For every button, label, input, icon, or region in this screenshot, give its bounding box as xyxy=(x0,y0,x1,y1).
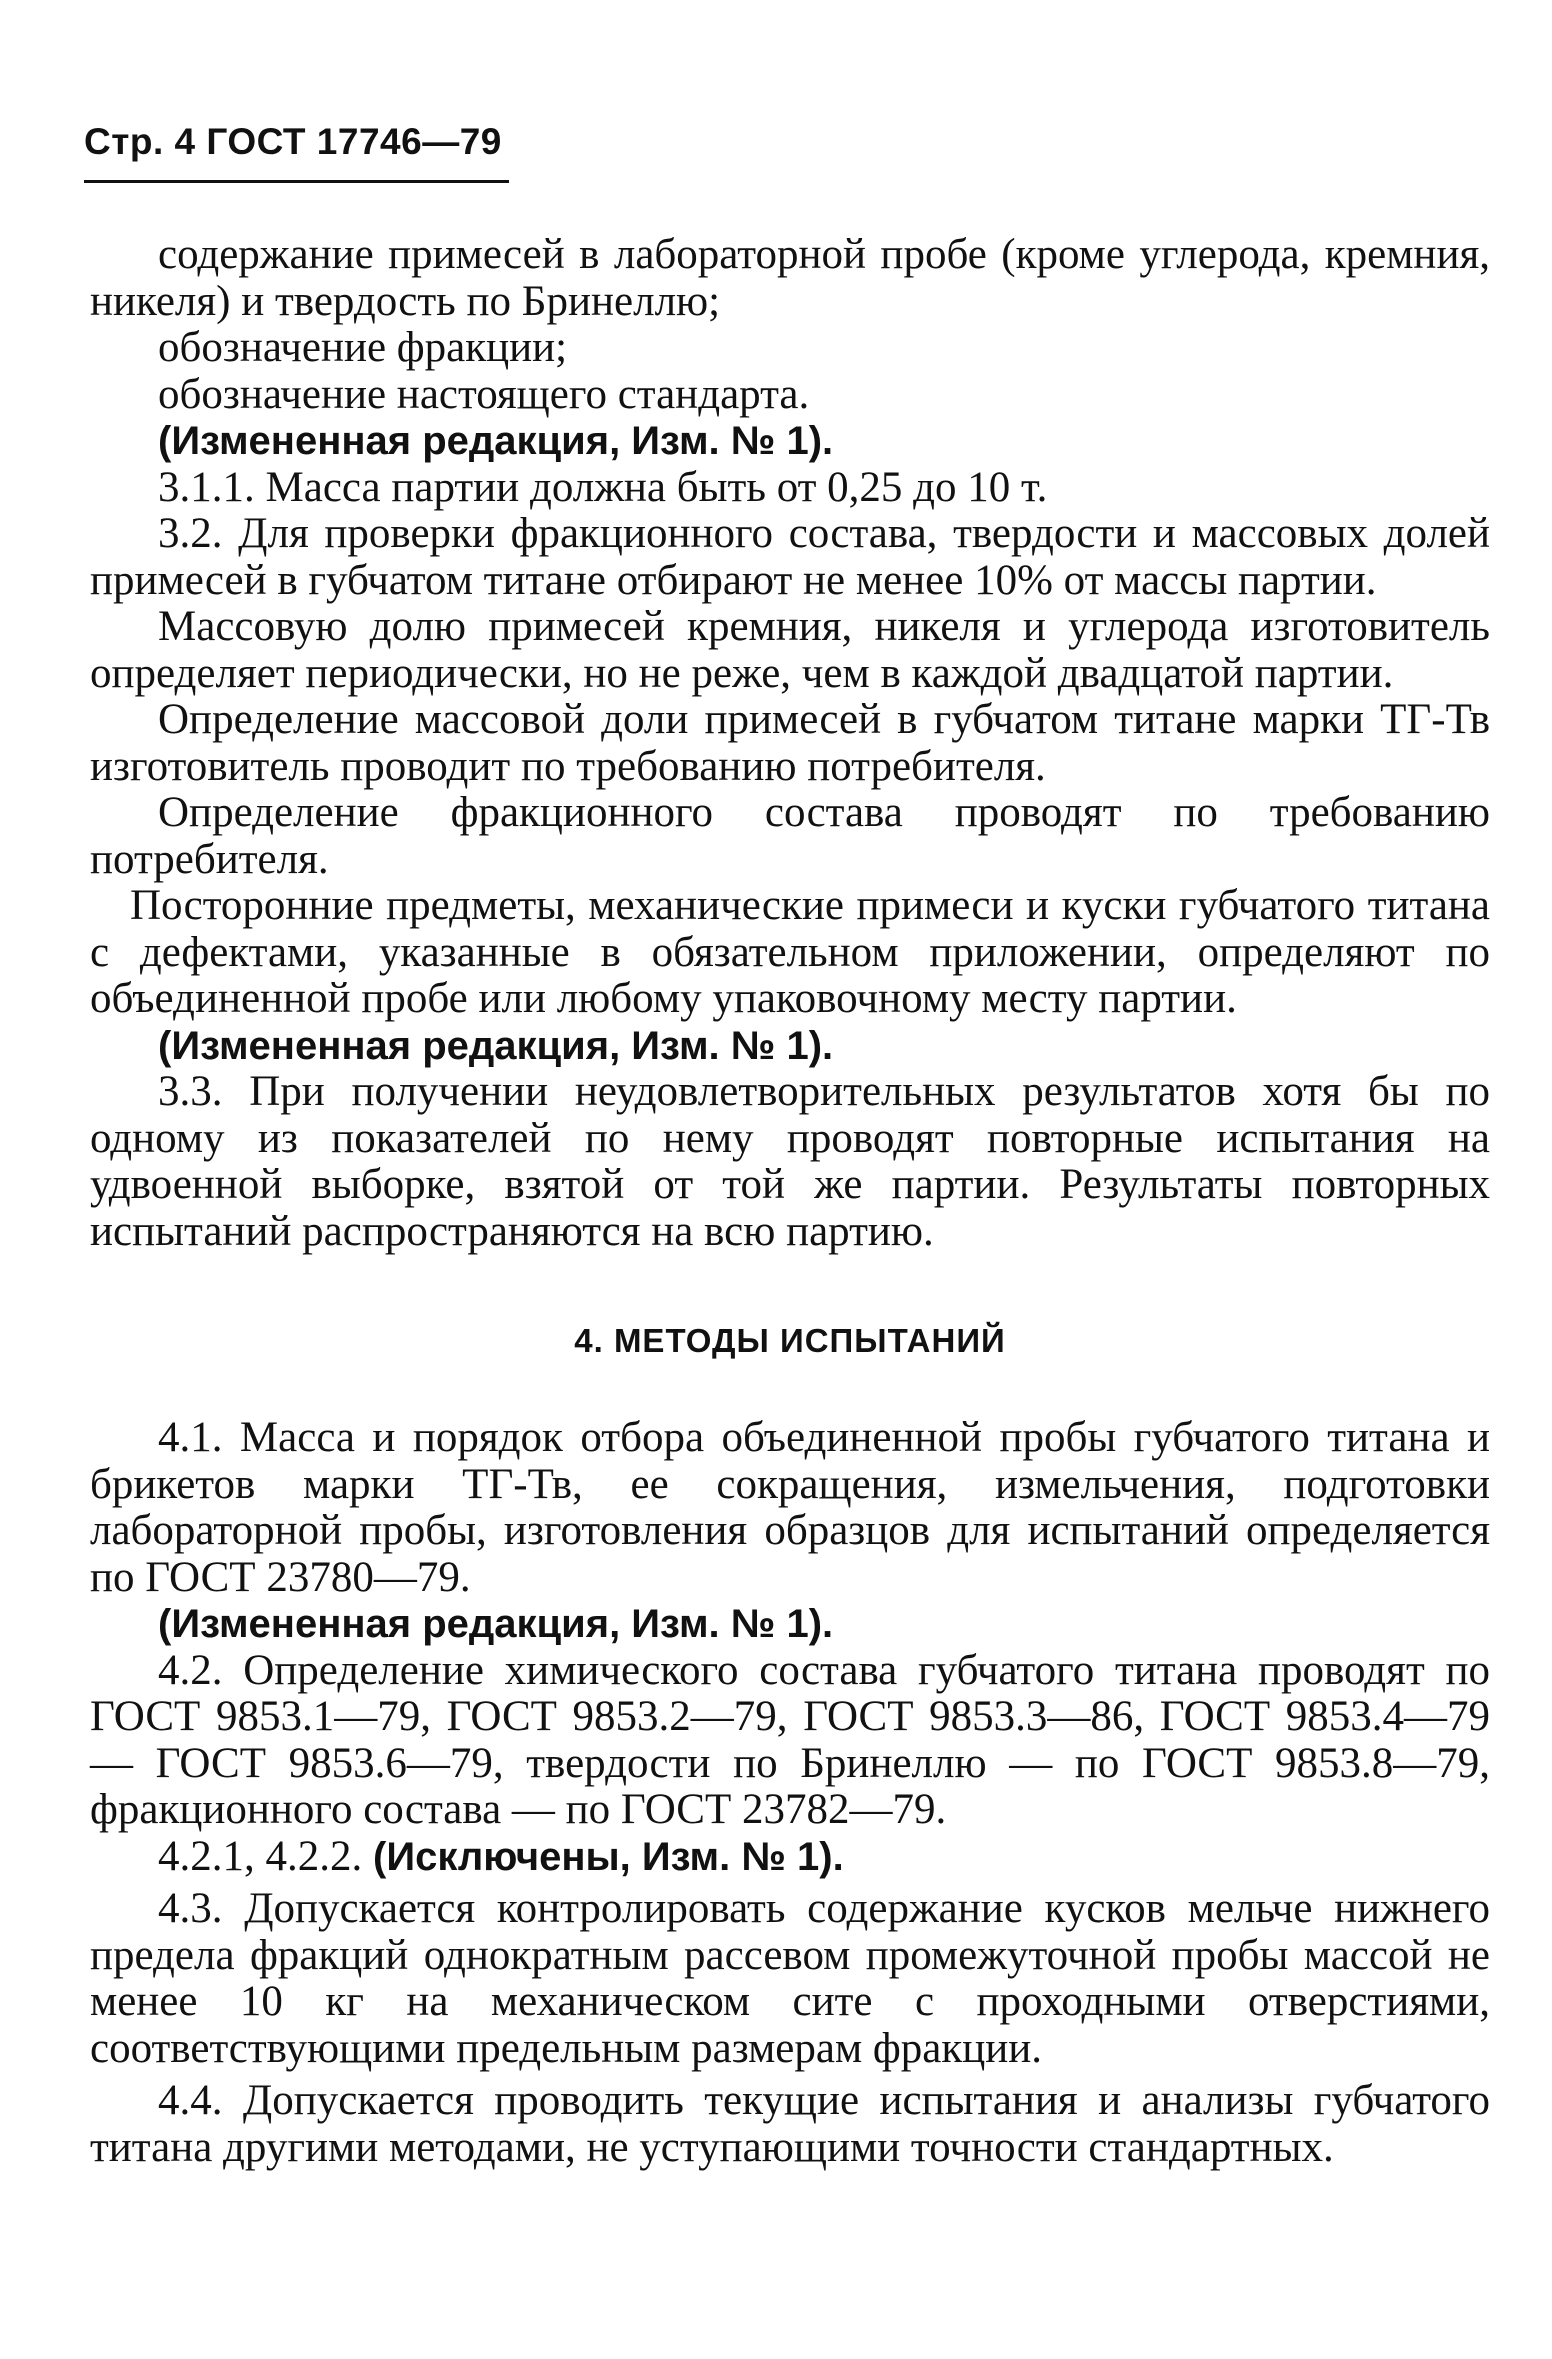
paragraph-tg-tv-impurities: Определение массовой доли примесей в губчатом титане марки ТГ-Тв изготовитель проводит по требованию потребителя. xyxy=(90,696,1490,790)
header-rule xyxy=(84,180,509,183)
clause-4-2: 4.2. Определение химического состава губчатого титана проводят по ГОСТ 9853.1—79, ГОСТ 9853.2—79, ГОСТ 9853.3—86, ГОСТ 9853.4—79 — ГОСТ 9853.6—79, твердости по Бринеллю — по ГОСТ 9853.8—79, фракционного состава — по ГОСТ 23782—79. xyxy=(90,1646,1490,1833)
amendment-note: (Измененная редакция, Изм. № 1). xyxy=(158,419,834,463)
excluded-note: (Исключены, Изм. № 1). xyxy=(373,1834,844,1879)
running-header: Стр. 4 ГОСТ 17746—79 xyxy=(84,121,502,162)
clause-4-3: 4.3. Допускается контролировать содержание кусков мельче нижнего предела фракций однократным рассевом промежуточной пробы массой не менее 10 кг на механическом сите с проходными отверстиями, соответствующими предельным размерам фракции. xyxy=(90,1885,1490,2072)
clause-3-2: 3.2. Для проверки фракционного состава, твердости и массовых долей примесей в губчатом титане отбирают не менее 10% от массы партии. xyxy=(90,510,1490,604)
clause-4-2-1-excluded xyxy=(90,1834,1490,1881)
clause-3-1-1: 3.1.1. Масса партии должна быть от 0,25 до 10 т. xyxy=(158,463,1048,511)
clause-4-4: 4.4. Допускается проводить текущие испытания и анализы губчатого титана другими методами, не уступающими точности стандартных. xyxy=(90,2077,1490,2171)
amendment-note: (Измененная редакция, Изм. № 1). xyxy=(158,1602,834,1646)
paragraph-fraction-composition: Определение фракционного состава проводят по требованию потребителя. xyxy=(90,789,1490,883)
paragraph-foreign-objects: Посторонние предметы, механические примеси и куски губчатого титана с дефектами, указанные в обязательном приложении, определяют по объединенной пробе или любому упаковочному месту партии. xyxy=(90,882,1490,1022)
amendment-note: (Измененная редакция, Изм. № 1). xyxy=(158,1023,834,1068)
paragraph-fraction-designation: обозначение фракции; xyxy=(158,324,568,371)
paragraph-periodic-check: Массовую долю примесей кремния, никеля и углерода изготовитель определяет периодически, но не реже, чем в каждой двадцатой партии. xyxy=(90,603,1490,697)
clause-4-1: 4.1. Масса и порядок отбора объединенной пробы губчатого титана и брикетов марки ТГ-Тв, ее сокращения, измельчения, подготовки лабораторной пробы, изготовления образцов для испытаний определяется по ГОСТ 23780—79. xyxy=(90,1414,1490,1601)
paragraph-impurity-content: содержание примесей в лабораторной пробе (кроме углерода, кремния, никеля) и твердость по Бринеллю; xyxy=(90,231,1490,325)
clause-number: 4.2.1, 4.2.2. xyxy=(158,1832,363,1880)
paragraph-standard-designation: обозначение настоящего стандарта. xyxy=(158,370,810,418)
section-heading: 4. МЕТОДЫ ИСПЫТАНИЙ xyxy=(574,1322,1006,1359)
clause-3-3: 3.3. При получении неудовлетворительных результатов хотя бы по одному из показателей по нему проводят повторные испытания на удвоенной выборке, взятой от той же партии. Результаты повторных испытаний распространяются на всю партию. xyxy=(90,1068,1490,1255)
document-body xyxy=(90,232,1490,2171)
